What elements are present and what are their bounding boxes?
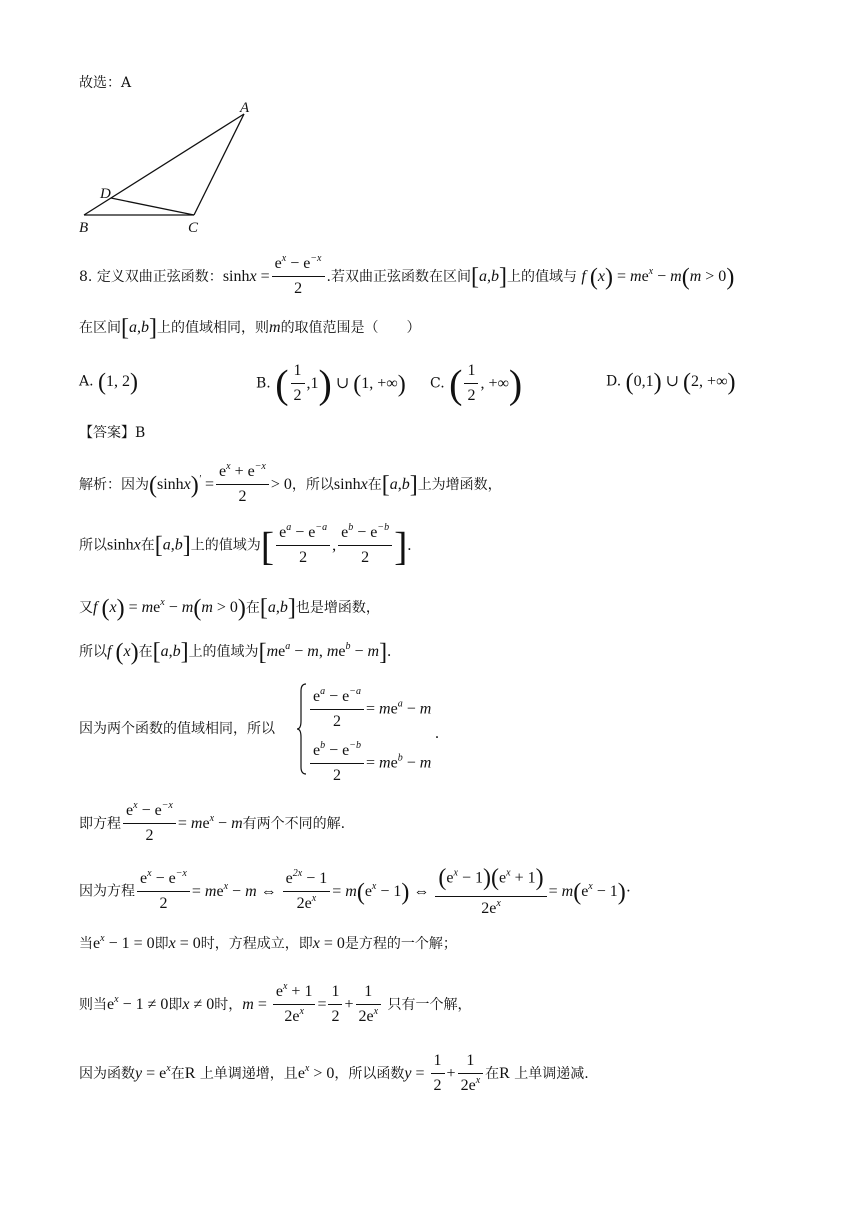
- option-c[interactable]: C. ( $\frac{1}{2}$ , +∞): [430, 360, 523, 406]
- triangle-figure: [74, 100, 264, 238]
- solution-line-2: 所以sinhx在[a,b]上的值域为[ $\frac{e^a - e^{-a}}{2}$ , $\frac{e^b - e^{-b}}{2}$ ].: [79, 522, 412, 568]
- period: .: [435, 725, 439, 742]
- solution-line-7: 因为方程 $\frac{e^x - e^{-x}}{2}$ = $me^x - m$ ⇔ $\frac{e^{2x} - 1}{2e^x}$ = $m(e^x - 1)$ ⇔ $\frac{(e^x - 1)(e^x + 1)}{2e^x}$ = $m(e^x - 1)\cdot$: [79, 865, 632, 917]
- vertex-label-c: C: [188, 220, 199, 236]
- solution-line-8: 当$e^x - 1 = 0$即x = 0时，方程成立，即x = 0是方程的一个解；: [79, 933, 457, 952]
- solution-line-1: 解析：因为(sinhx)′ = $\frac{e^x + e^{-x}}{2}$ > 0，所以sinhx在[a,b]上为增函数，: [79, 461, 502, 506]
- option-d[interactable]: D. (0,1) ∪ (2, +∞): [606, 369, 736, 395]
- brace: [297, 683, 307, 775]
- solution-line-3: 又f $(x) = me^x - m(m > 0)$在[a,b]也是增函数，: [79, 595, 380, 622]
- question-8-line-2: 在区间[a,b]上的值域相同，则m的取值范围是（ ）: [79, 315, 421, 341]
- solution-line-10: 因为函数$y = e^x$在R 上单调递增，且$e^x > 0$，所以函数y = $\frac{1}{2}$ + $\frac{1}{2e^x}$ 在R 上单调递减.: [79, 1052, 589, 1095]
- vertex-label-b: B: [79, 220, 89, 236]
- equation-system: $\frac{e^a - e^{-a}}{2}$ = $me^a - m$ $\frac{e^b - e^{-b}}{2}$ = $me^b - m$: [308, 688, 431, 786]
- vertex-label-d: D: [100, 186, 111, 202]
- answer-label: 【答案】B: [79, 425, 146, 441]
- vertex-label-a: A: [240, 100, 250, 116]
- solution-line-9: 则当$e^x - 1 \ne 0$即x ≠ 0时，m = $\frac{e^x + 1}{2e^x}$ = $\frac{1}{2}$ + $\frac{1}{2e^x}$ 只有一个解，: [79, 981, 472, 1026]
- option-b[interactable]: B. ( $\frac{1}{2}$ ,1) ∪ (1, +∞): [256, 360, 406, 406]
- solution-line-6: 即方程 $\frac{e^x - e^{-x}}{2}$ = $me^x - m$有两个不同的解.: [79, 800, 346, 845]
- question-8-line-1: 8. 定义双曲正弦函数：sinhx = $\frac{e^x - e^{-x}}{2}$ .若双曲正弦函数在区间[a,b]上的值域与 f $(x) = me^x - m(m > 0)$: [79, 253, 735, 298]
- solution-line-4: 所以f (x)在[a,b]上的值域为[$me^a - m$, $me^b - m$].: [79, 639, 392, 666]
- solution-line-5: 因为两个函数的值域相同，所以: [79, 721, 275, 737]
- option-a[interactable]: A. (1, 2): [79, 369, 139, 395]
- previous-answer: 故选：A: [79, 75, 132, 91]
